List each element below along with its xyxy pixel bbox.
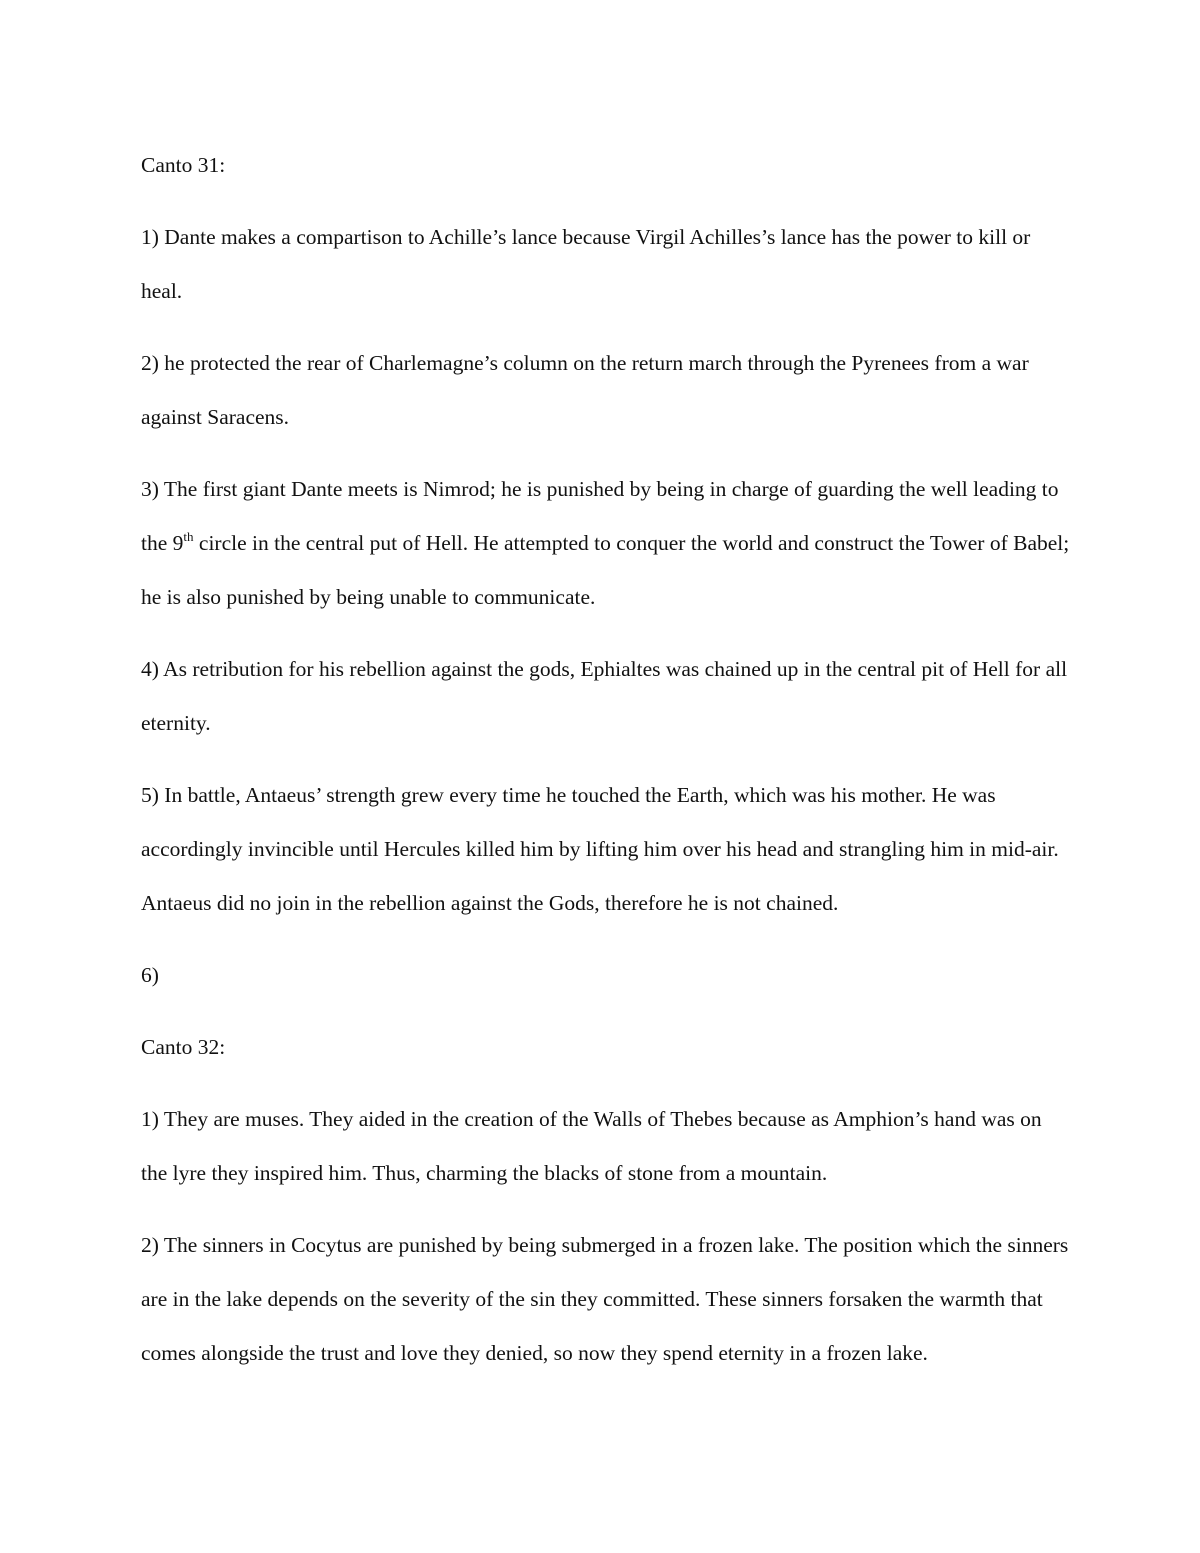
- canto-31-answer-3: [141, 462, 1071, 624]
- ordinal-superscript: th: [183, 529, 194, 544]
- canto-31-answer-2: 2) he protected the rear of Charlemagne’s column on the return march through the Pyrenees from a war against Saracens.: [141, 351, 1029, 429]
- answer-3-text-end: circle in the central put of Hell. He attempted to conquer the world and construct the Tower of Babel; he is also punished by being unable to communicate.: [141, 531, 1070, 609]
- canto-32-heading: Canto 32:: [141, 1035, 226, 1059]
- canto-31-answer-5: 5) In battle, Antaeus’ strength grew every time he touched the Earth, which was his mother. He was accordingly invincible until Hercules killed him by lifting him over his head and strangling him in mid-air. Antaeus did no join in the rebellion against the Gods, therefore he is not chained.: [141, 783, 1059, 915]
- answer-3-text-start: 3) The first giant Dante meets is Nimrod; he is punished by being in charge of guarding the well leading to the 9: [141, 477, 1059, 555]
- document-body: [141, 138, 1071, 1380]
- canto-31-answer-6: 6): [141, 963, 159, 987]
- canto-32-answer-1: 1) They are muses. They aided in the creation of the Walls of Thebes because as Amphion’s hand was on the lyre they inspired him. Thus, charming the blacks of stone from a mountain.: [141, 1107, 1042, 1185]
- canto-32-answer-2: 2) The sinners in Cocytus are punished by being submerged in a frozen lake. The position which the sinners are in the lake depends on the severity of the sin they committed. These sinners forsaken the warmth that comes alongside the trust and love they denied, so now they spend eternity in a frozen lake.: [141, 1233, 1069, 1365]
- canto-31-answer-1: 1) Dante makes a compartison to Achille’s lance because Virgil Achilles’s lance has the power to kill or heal.: [141, 225, 1031, 303]
- canto-31-answer-4: 4) As retribution for his rebellion against the gods, Ephialtes was chained up in the central pit of Hell for all eternity.: [141, 657, 1068, 735]
- canto-31-heading: Canto 31:: [141, 153, 226, 177]
